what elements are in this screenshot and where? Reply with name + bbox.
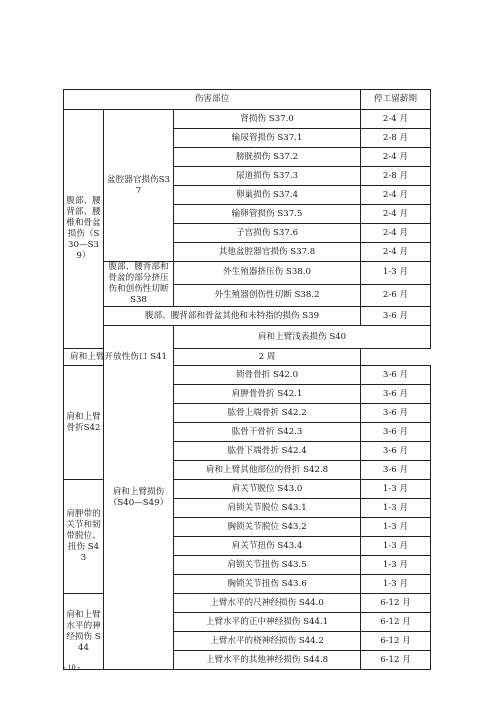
region-shoulder: 肩和上臂损伤（S40—S49） bbox=[104, 326, 174, 670]
item-period: 2-4 月 bbox=[361, 243, 431, 262]
item-label: 外生殖器创伤性切断 S38.2 bbox=[174, 284, 361, 307]
item-period: 2-8 月 bbox=[361, 129, 431, 148]
item-label: 胸锁关节脱位 S43.2 bbox=[174, 518, 361, 537]
item-period: 6-12 月 bbox=[361, 594, 431, 613]
item-period: 2-8 月 bbox=[361, 167, 431, 186]
item-label: 锁骨骨折 S42.0 bbox=[174, 366, 361, 385]
item-label: 肩和上臂开放性伤口 S41 bbox=[64, 349, 174, 366]
table-row bbox=[64, 110, 431, 129]
table-row bbox=[64, 307, 431, 326]
item-label: 肩和上臂其他部位的骨折 S42.8 bbox=[174, 461, 361, 480]
item-period: 3-6 月 bbox=[361, 366, 431, 385]
item-label: 肱骨干骨折 S42.3 bbox=[174, 423, 361, 442]
item-period: 3-6 月 bbox=[361, 423, 431, 442]
item-period: 2-4 月 bbox=[361, 224, 431, 243]
item-period: 6-12 月 bbox=[361, 613, 431, 632]
item-label: 上臂水平的其他神经损伤 S44.8 bbox=[174, 651, 361, 670]
item-label: 上臂水平的桡神经损伤 S44.2 bbox=[174, 632, 361, 651]
item-period: 3-6 月 bbox=[361, 307, 431, 326]
table-header-row bbox=[64, 90, 431, 110]
item-period: 6-12 月 bbox=[361, 651, 431, 670]
item-label: 上臂水平的正中神经损伤 S44.1 bbox=[174, 613, 361, 632]
table-row bbox=[64, 326, 431, 349]
item-label: 尿道损伤 S37.3 bbox=[174, 167, 361, 186]
item-label: 输尿管损伤 S37.1 bbox=[174, 129, 361, 148]
item-period: 1-3 月 bbox=[361, 575, 431, 594]
table-row bbox=[64, 262, 431, 285]
item-label: 子宫损伤 S37.6 bbox=[174, 224, 361, 243]
category-nerve: 肩和上臂水平的神经损伤 S44 bbox=[64, 594, 104, 670]
item-label: 上臂水平的尺神经损伤 S44.0 bbox=[174, 594, 361, 613]
item-label: 其他盆腔器官损伤 S37.8 bbox=[174, 243, 361, 262]
item-label: 卵巢损伤 S37.4 bbox=[174, 186, 361, 205]
item-period: 1-3 月 bbox=[361, 262, 431, 285]
header-part: 伤害部位 bbox=[64, 90, 361, 110]
item-period: 1-3 月 bbox=[361, 518, 431, 537]
item-label: 输卵管损伤 S37.5 bbox=[174, 205, 361, 224]
item-label: 肱骨上端骨折 S42.2 bbox=[174, 404, 361, 423]
item-period: 3-6 月 bbox=[361, 385, 431, 404]
item-period: 3-6 月 bbox=[361, 461, 431, 480]
item-label: 膀胱损伤 S37.2 bbox=[174, 148, 361, 167]
item-period: 2-6 月 bbox=[361, 284, 431, 307]
item-label: 肩胛骨骨折 S42.1 bbox=[174, 385, 361, 404]
region-abdomen: 腹部、腰背部、腰椎和骨盆损伤（S30—S39） bbox=[64, 110, 104, 349]
item-period: 2 周 bbox=[174, 349, 361, 366]
category-dislocation: 肩胛带的关节和韧带脱位、扭伤 S43 bbox=[64, 480, 104, 594]
table-row bbox=[64, 349, 431, 366]
item-label: 肩锁关节扭伤 S43.5 bbox=[174, 556, 361, 575]
item-period: 2-4 月 bbox=[361, 110, 431, 129]
item-period: 1-3 月 bbox=[361, 537, 431, 556]
category-crush: 腹部、腰背部和骨盆的部分挤压伤和创伤性切断 S38 bbox=[104, 262, 174, 307]
page-number: - 10 - bbox=[63, 663, 81, 672]
item-label: 肩关节脱位 S43.0 bbox=[174, 480, 361, 499]
item-label: 外生殖器挤压伤 S38.0 bbox=[174, 262, 361, 285]
item-period: 3-6 月 bbox=[361, 404, 431, 423]
injury-table bbox=[63, 89, 431, 670]
item-period: 2-4 月 bbox=[361, 186, 431, 205]
item-label: 肾损伤 S37.0 bbox=[174, 110, 361, 129]
item-period: 2-4 月 bbox=[361, 205, 431, 224]
item-label: 胸锁关节扭伤 S43.6 bbox=[174, 575, 361, 594]
item-label: 肩锁关节脱位 S43.1 bbox=[174, 499, 361, 518]
item-label: 肩和上臂浅表损伤 S40 bbox=[174, 326, 431, 349]
item-label: 肩关节扭伤 S43.4 bbox=[174, 537, 361, 556]
item-period: 1-3 月 bbox=[361, 480, 431, 499]
item-period: 2-4 月 bbox=[361, 148, 431, 167]
item-period: 6-12 月 bbox=[361, 632, 431, 651]
item-period: 1-3 月 bbox=[361, 499, 431, 518]
category-pelvic-organ: 盆腔器官损伤S37 bbox=[104, 110, 174, 262]
item-label: 肱骨下端骨折 S42.4 bbox=[174, 442, 361, 461]
header-period: 停工留薪期 bbox=[361, 90, 431, 110]
item-period: 1-3 月 bbox=[361, 556, 431, 575]
item-label: 腹部、腰背部和骨盆其他和未特指的损伤 S39 bbox=[104, 307, 361, 326]
category-fracture: 肩和上臂骨折S42 bbox=[64, 366, 104, 480]
item-period: 3-6 月 bbox=[361, 442, 431, 461]
